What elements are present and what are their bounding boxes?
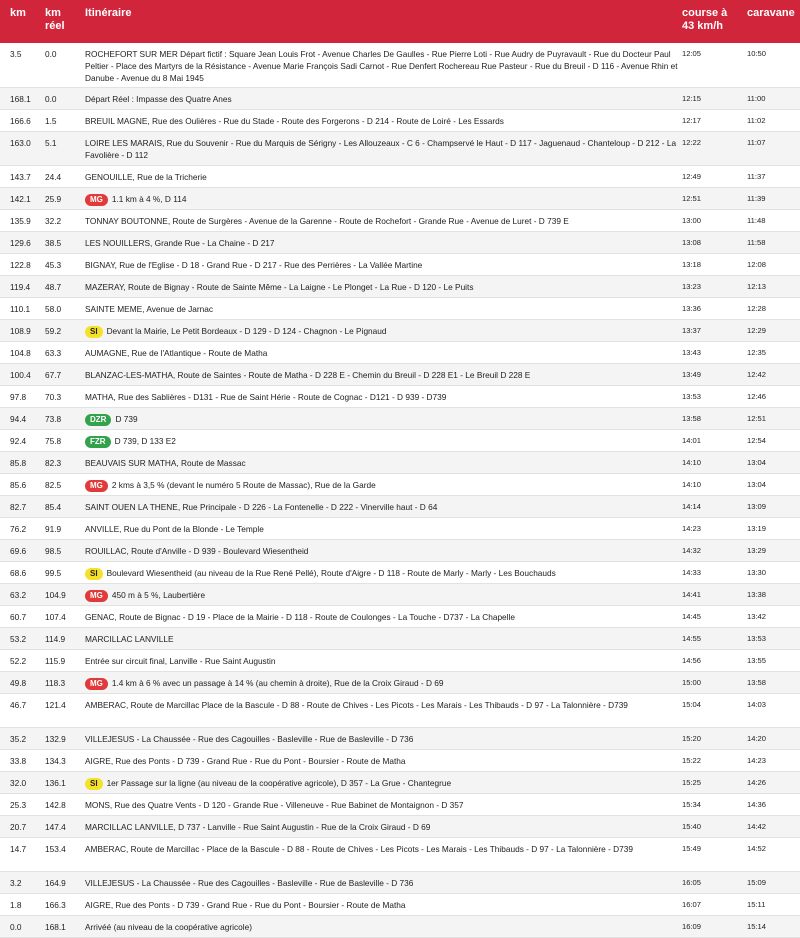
cell-km-reel: 25.9 bbox=[45, 187, 85, 209]
cell-km: 142.1 bbox=[0, 187, 45, 209]
cell-caravane: 13:04 bbox=[747, 451, 800, 473]
table-row bbox=[0, 517, 800, 539]
cell-itineraire bbox=[85, 793, 682, 815]
itineraire-text: ROUILLAC, Route d'Anville - D 939 - Boulevard Wiesentheid bbox=[85, 545, 309, 556]
cell-km: 85.8 bbox=[0, 451, 45, 473]
cell-caravane: 15:09 bbox=[747, 871, 800, 893]
cell-caravane: 11:48 bbox=[747, 209, 800, 231]
badge-fzr: FZR bbox=[85, 436, 111, 448]
cell-course: 14:14 bbox=[682, 495, 747, 517]
header-km: km bbox=[10, 7, 26, 19]
badge-mg: MG bbox=[85, 480, 108, 492]
cell-itineraire bbox=[85, 871, 682, 893]
table-row bbox=[0, 385, 800, 407]
cell-km-reel: 38.5 bbox=[45, 231, 85, 253]
cell-course: 13:49 bbox=[682, 363, 747, 385]
cell-itineraire bbox=[85, 253, 682, 275]
cell-km: 122.8 bbox=[0, 253, 45, 275]
cell-caravane: 12:54 bbox=[747, 429, 800, 451]
cell-caravane: 13:58 bbox=[747, 671, 800, 693]
table-row bbox=[0, 341, 800, 363]
cell-km: 104.8 bbox=[0, 341, 45, 363]
cell-km-reel: 85.4 bbox=[45, 495, 85, 517]
badge-mg: MG bbox=[85, 194, 108, 206]
cell-course: 13:43 bbox=[682, 341, 747, 363]
cell-km: 135.9 bbox=[0, 209, 45, 231]
badge-si: SI bbox=[85, 326, 103, 338]
cell-km: 129.6 bbox=[0, 231, 45, 253]
cell-course: 14:01 bbox=[682, 429, 747, 451]
cell-km-reel: 168.1 bbox=[45, 915, 85, 937]
cell-km: 143.7 bbox=[0, 165, 45, 187]
cell-km-reel: 142.8 bbox=[45, 793, 85, 815]
cell-caravane: 13:19 bbox=[747, 517, 800, 539]
header-course-label: course à 43 km/h bbox=[682, 7, 728, 32]
cell-itineraire bbox=[85, 771, 682, 793]
cell-course: 14:10 bbox=[682, 473, 747, 495]
cell-km-reel: 1.5 bbox=[45, 109, 85, 131]
table-row bbox=[0, 583, 800, 605]
cell-km: 100.4 bbox=[0, 363, 45, 385]
cell-km: 60.7 bbox=[0, 605, 45, 627]
table-row bbox=[0, 605, 800, 627]
table-row bbox=[0, 815, 800, 837]
itineraire-text: BEAUVAIS SUR MATHA, Route de Massac bbox=[85, 457, 246, 468]
cell-itineraire bbox=[85, 893, 682, 915]
cell-caravane: 12:42 bbox=[747, 363, 800, 385]
cell-km-reel: 45.3 bbox=[45, 253, 85, 275]
itineraire-text: LOIRE LES MARAIS, Rue du Souvenir - Rue du Marquis de Sérigny - Les Allouzeaux - C 6 - Champservé le Haut - D 117 - Jaguenaud - Chanteloup - D 212 - La Favolière - D 112 bbox=[85, 137, 677, 160]
cell-itineraire bbox=[85, 727, 682, 749]
cell-itineraire bbox=[85, 109, 682, 131]
cell-itineraire bbox=[85, 275, 682, 297]
cell-caravane: 11:37 bbox=[747, 165, 800, 187]
cell-course: 14:32 bbox=[682, 539, 747, 561]
cell-course: 15:20 bbox=[682, 727, 747, 749]
cell-caravane: 13:30 bbox=[747, 561, 800, 583]
cell-km: 25.3 bbox=[0, 793, 45, 815]
cell-km-reel: 59.2 bbox=[45, 319, 85, 341]
itineraire-text: 2 kms à 3,5 % (devant le numéro 5 Route de Massac), Rue de la Garde bbox=[111, 479, 376, 490]
table-row bbox=[0, 231, 800, 253]
table-row bbox=[0, 837, 800, 871]
cell-itineraire bbox=[85, 385, 682, 407]
itineraire-text: BREUIL MAGNE, Rue des Oulières - Rue du Stade - Route des Forgerons - D 214 - Route de Loiré - Les Essards bbox=[85, 115, 504, 126]
cell-caravane: 13:55 bbox=[747, 649, 800, 671]
cell-course: 14:41 bbox=[682, 583, 747, 605]
itineraire-text: ROCHEFORT SUR MER Départ fictif : Square Jean Louis Frot - Avenue Charles De Gaulles - Rue Pierre Loti - Rue Audry de Puyravault - Rue du Docteur Paul Peltier - Place des Martyrs de la Résistance - Avenue Marie François Sadi Carnot - Rue Denfert Rochereau Rue Pasteur - Rue du Breuil - D 116 - Avenue Rhin et Danube - Avenue du 8 Mai 1945 bbox=[85, 49, 678, 83]
cell-course: 14:10 bbox=[682, 451, 747, 473]
cell-km: 82.7 bbox=[0, 495, 45, 517]
cell-km: 3.5 bbox=[0, 43, 45, 87]
badge-mg: MG bbox=[85, 590, 108, 602]
table-row bbox=[0, 627, 800, 649]
itineraire-text: Boulevard Wiesentheid (au niveau de la Rue René Pellé), Route d'Aigre - D 118 - Route de Marly - Marly - Les Bouchauds bbox=[106, 567, 556, 578]
itineraire-text: AUMAGNE, Rue de l'Atlantique - Route de Matha bbox=[85, 347, 268, 358]
cell-km-reel: 73.8 bbox=[45, 407, 85, 429]
cell-caravane: 15:11 bbox=[747, 893, 800, 915]
cell-km: 92.4 bbox=[0, 429, 45, 451]
badge-dzr: DZR bbox=[85, 414, 111, 426]
cell-course: 15:22 bbox=[682, 749, 747, 771]
cell-km-reel: 24.4 bbox=[45, 165, 85, 187]
cell-course: 15:25 bbox=[682, 771, 747, 793]
cell-caravane: 14:03 bbox=[747, 693, 800, 727]
cell-course: 13:58 bbox=[682, 407, 747, 429]
cell-km: 68.6 bbox=[0, 561, 45, 583]
cell-itineraire bbox=[85, 649, 682, 671]
cell-km: 20.7 bbox=[0, 815, 45, 837]
cell-caravane: 14:42 bbox=[747, 815, 800, 837]
cell-km-reel: 104.9 bbox=[45, 583, 85, 605]
cell-itineraire bbox=[85, 341, 682, 363]
cell-km-reel: 58.0 bbox=[45, 297, 85, 319]
cell-itineraire bbox=[85, 837, 682, 871]
cell-km: 14.7 bbox=[0, 837, 45, 871]
itineraire-text: AIGRE, Rue des Ponts - D 739 - Grand Rue - Rue du Pont - Boursier - Route de Matha bbox=[85, 755, 406, 766]
cell-course: 14:33 bbox=[682, 561, 747, 583]
table-row bbox=[0, 253, 800, 275]
cell-caravane: 13:53 bbox=[747, 627, 800, 649]
cell-km: 69.6 bbox=[0, 539, 45, 561]
cell-caravane: 15:14 bbox=[747, 915, 800, 937]
itineraire-text: BLANZAC-LES-MATHA, Route de Saintes - Route de Matha - D 228 E - Chemin du Breuil - D 228 E1 - Le Breuil D 228 E bbox=[85, 369, 531, 380]
cell-course: 16:09 bbox=[682, 915, 747, 937]
itineraire-text: Départ Réel : Impasse des Quatre Anes bbox=[85, 93, 232, 104]
itineraire-text: D 739, D 133 E2 bbox=[114, 435, 176, 446]
cell-caravane: 12:46 bbox=[747, 385, 800, 407]
table-row bbox=[0, 209, 800, 231]
cell-course: 14:55 bbox=[682, 627, 747, 649]
cell-itineraire bbox=[85, 231, 682, 253]
cell-itineraire bbox=[85, 749, 682, 771]
table-row bbox=[0, 727, 800, 749]
cell-itineraire bbox=[85, 187, 682, 209]
cell-km-reel: 75.8 bbox=[45, 429, 85, 451]
cell-km-reel: 153.4 bbox=[45, 837, 85, 871]
cell-caravane: 13:29 bbox=[747, 539, 800, 561]
itineraire-text: VILLEJESUS - La Chaussée - Rue des Cagouilles - Basleville - Rue de Basleville - D 736 bbox=[85, 877, 414, 888]
itineraire-text: AIGRE, Rue des Ponts - D 739 - Grand Rue - Rue du Pont - Boursier - Route de Matha bbox=[85, 899, 406, 910]
table-row bbox=[0, 649, 800, 671]
cell-itineraire bbox=[85, 87, 682, 109]
table-row bbox=[0, 187, 800, 209]
table-row bbox=[0, 451, 800, 473]
cell-caravane: 13:04 bbox=[747, 473, 800, 495]
cell-km-reel: 63.3 bbox=[45, 341, 85, 363]
itineraire-text: BIGNAY, Rue de l'Eglise - D 18 - Grand Rue - D 217 - Rue des Perrières - La Vallée Martine bbox=[85, 259, 423, 270]
itineraire-text: Devant la Mairie, Le Petit Bordeaux - D 129 - D 124 - Chagnon - Le Pignaud bbox=[106, 325, 387, 336]
cell-course: 13:00 bbox=[682, 209, 747, 231]
cell-km-reel: 91.9 bbox=[45, 517, 85, 539]
cell-itineraire bbox=[85, 693, 682, 727]
cell-course: 13:37 bbox=[682, 319, 747, 341]
cell-course: 15:34 bbox=[682, 793, 747, 815]
itineraire-text: D 739 bbox=[115, 413, 138, 424]
cell-km-reel: 115.9 bbox=[45, 649, 85, 671]
itineraire-text: MAZERAY, Route de Bignay - Route de Sainte Même - La Laigne - Le Plonget - La Rue - D 120 - Le Puits bbox=[85, 281, 474, 292]
cell-itineraire bbox=[85, 561, 682, 583]
cell-km-reel: 32.2 bbox=[45, 209, 85, 231]
cell-km: 0.0 bbox=[0, 915, 45, 937]
cell-itineraire bbox=[85, 539, 682, 561]
cell-km-reel: 132.9 bbox=[45, 727, 85, 749]
cell-km: 85.6 bbox=[0, 473, 45, 495]
cell-itineraire bbox=[85, 495, 682, 517]
table-row bbox=[0, 893, 800, 915]
cell-km: 33.8 bbox=[0, 749, 45, 771]
cell-course: 16:07 bbox=[682, 893, 747, 915]
cell-caravane: 12:51 bbox=[747, 407, 800, 429]
itineraire-text: TONNAY BOUTONNE, Route de Surgères - Avenue de la Garenne - Route de Rochefort - Grande Rue - Avenue de Luret - D 739 E bbox=[85, 215, 569, 226]
badge-si: SI bbox=[85, 778, 103, 790]
cell-caravane: 11:07 bbox=[747, 131, 800, 165]
cell-km-reel: 99.5 bbox=[45, 561, 85, 583]
cell-course: 12:17 bbox=[682, 109, 747, 131]
cell-course: 13:36 bbox=[682, 297, 747, 319]
cell-itineraire bbox=[85, 43, 682, 87]
cell-caravane: 13:09 bbox=[747, 495, 800, 517]
cell-itineraire bbox=[85, 407, 682, 429]
table-body bbox=[0, 43, 800, 937]
itineraire-text: Entrée sur circuit final, Lanville - Rue Saint Augustin bbox=[85, 655, 276, 666]
cell-course: 13:08 bbox=[682, 231, 747, 253]
cell-itineraire bbox=[85, 915, 682, 937]
cell-km: 110.1 bbox=[0, 297, 45, 319]
cell-course: 12:51 bbox=[682, 187, 747, 209]
cell-km-reel: 67.7 bbox=[45, 363, 85, 385]
itineraire-text: 450 m à 5 %, Laubertière bbox=[111, 589, 206, 600]
cell-course: 16:05 bbox=[682, 871, 747, 893]
itineraire-text: Arrivéé (au niveau de la coopérative agricole) bbox=[85, 921, 252, 932]
header-itineraire: Itinéraire bbox=[85, 7, 132, 19]
table-row bbox=[0, 749, 800, 771]
cell-km: 163.0 bbox=[0, 131, 45, 165]
itineraire-text: ANVILLE, Rue du Pont de la Blonde - Le Temple bbox=[85, 523, 264, 534]
cell-caravane: 14:26 bbox=[747, 771, 800, 793]
table-row bbox=[0, 165, 800, 187]
cell-km-reel: 114.9 bbox=[45, 627, 85, 649]
table-row bbox=[0, 495, 800, 517]
cell-km-reel: 118.3 bbox=[45, 671, 85, 693]
cell-km: 53.2 bbox=[0, 627, 45, 649]
cell-itineraire bbox=[85, 297, 682, 319]
table-row bbox=[0, 109, 800, 131]
cell-km-reel: 98.5 bbox=[45, 539, 85, 561]
cell-course: 12:22 bbox=[682, 131, 747, 165]
cell-course: 12:15 bbox=[682, 87, 747, 109]
cell-itineraire bbox=[85, 209, 682, 231]
cell-caravane: 12:08 bbox=[747, 253, 800, 275]
cell-km: 52.2 bbox=[0, 649, 45, 671]
table-row bbox=[0, 275, 800, 297]
header-km-reel bbox=[45, 0, 85, 43]
table-row bbox=[0, 915, 800, 937]
cell-km: 49.8 bbox=[0, 671, 45, 693]
cell-caravane: 13:42 bbox=[747, 605, 800, 627]
cell-km-reel: 0.0 bbox=[45, 87, 85, 109]
cell-km-reel: 134.3 bbox=[45, 749, 85, 771]
header-caravane: caravane bbox=[747, 7, 795, 19]
cell-course: 12:05 bbox=[682, 43, 747, 87]
cell-caravane: 14:52 bbox=[747, 837, 800, 871]
cell-course: 14:45 bbox=[682, 605, 747, 627]
itineraire-text: MONS, Rue des Quatre Vents - D 120 - Grande Rue - Villeneuve - Rue Babinet de Montaignon - D 357 bbox=[85, 799, 464, 810]
table-row bbox=[0, 473, 800, 495]
cell-km-reel: 48.7 bbox=[45, 275, 85, 297]
badge-si: SI bbox=[85, 568, 103, 580]
table-row bbox=[0, 561, 800, 583]
itineraire-text: MARCILLAC LANVILLE, D 737 - Lanville - Rue Saint Augustin - Rue de la Croix Giraud - D 69 bbox=[85, 821, 431, 832]
cell-km: 76.2 bbox=[0, 517, 45, 539]
cell-km-reel: 121.4 bbox=[45, 693, 85, 727]
itineraire-text: SAINTE MEME, Avenue de Jarnac bbox=[85, 303, 214, 314]
cell-km: 97.8 bbox=[0, 385, 45, 407]
cell-itineraire bbox=[85, 671, 682, 693]
itineraire-text: AMBERAC, Route de Marcillac Place de la Bascule - D 88 - Route de Chives - Les Picots - Les Marais - Les Thibauds - D 97 - La Talonnière - D739 bbox=[85, 699, 628, 710]
cell-caravane: 12:29 bbox=[747, 319, 800, 341]
cell-course: 14:23 bbox=[682, 517, 747, 539]
itineraire-text: 1.1 km à 4 %, D 114 bbox=[111, 193, 187, 204]
itineraire-text: AMBERAC, Route de Marcillac - Place de la Bascule - D 88 - Route de Chives - Les Picots - Les Marais - Les Thibauds - D 97 - La Talonnière - D739 bbox=[85, 843, 633, 854]
itineraire-text: GENOUILLE, Rue de la Tricherie bbox=[85, 171, 207, 182]
cell-km-reel: 70.3 bbox=[45, 385, 85, 407]
cell-course: 13:18 bbox=[682, 253, 747, 275]
cell-km: 63.2 bbox=[0, 583, 45, 605]
cell-km-reel: 136.1 bbox=[45, 771, 85, 793]
itineraire-text: LES NOUILLERS, Grande Rue - La Chaine - D 217 bbox=[85, 237, 275, 248]
itineraire-text: 1.4 km à 6 % avec un passage à 14 % (au chemin à droite), Rue de la Croix Giraud - D 69 bbox=[111, 677, 444, 688]
cell-itineraire bbox=[85, 429, 682, 451]
cell-caravane: 12:35 bbox=[747, 341, 800, 363]
cell-course: 14:56 bbox=[682, 649, 747, 671]
table-header bbox=[0, 0, 800, 43]
cell-course: 15:00 bbox=[682, 671, 747, 693]
cell-course: 13:23 bbox=[682, 275, 747, 297]
header-km-reel-label: km réel bbox=[45, 7, 65, 32]
table-row bbox=[0, 771, 800, 793]
cell-itineraire bbox=[85, 131, 682, 165]
cell-km: 166.6 bbox=[0, 109, 45, 131]
table-row bbox=[0, 429, 800, 451]
itineraire-text: GENAC, Route de Bignac - D 19 - Place de la Mairie - D 118 - Route de Coulonges - La Touche - D737 - La Chapelle bbox=[85, 611, 515, 622]
cell-course: 12:49 bbox=[682, 165, 747, 187]
cell-km: 119.4 bbox=[0, 275, 45, 297]
table-row bbox=[0, 297, 800, 319]
cell-km: 108.9 bbox=[0, 319, 45, 341]
table-row bbox=[0, 671, 800, 693]
cell-itineraire bbox=[85, 517, 682, 539]
cell-km: 46.7 bbox=[0, 693, 45, 727]
cell-caravane: 11:00 bbox=[747, 87, 800, 109]
cell-caravane: 12:28 bbox=[747, 297, 800, 319]
cell-caravane: 13:38 bbox=[747, 583, 800, 605]
itineraire-text: VILLEJESUS - La Chaussée - Rue des Cagouilles - Basleville - Rue de Basleville - D 736 bbox=[85, 733, 414, 744]
cell-course: 15:40 bbox=[682, 815, 747, 837]
badge-mg: MG bbox=[85, 678, 108, 690]
cell-km-reel: 166.3 bbox=[45, 893, 85, 915]
cell-km: 168.1 bbox=[0, 87, 45, 109]
cell-km-reel: 164.9 bbox=[45, 871, 85, 893]
cell-km-reel: 82.3 bbox=[45, 451, 85, 473]
table-row bbox=[0, 793, 800, 815]
cell-km: 32.0 bbox=[0, 771, 45, 793]
itineraire-text: MARCILLAC LANVILLE bbox=[85, 633, 174, 644]
cell-caravane: 11:39 bbox=[747, 187, 800, 209]
header-course bbox=[682, 0, 747, 43]
cell-km-reel: 107.4 bbox=[45, 605, 85, 627]
cell-itineraire bbox=[85, 451, 682, 473]
cell-itineraire bbox=[85, 363, 682, 385]
table-row bbox=[0, 87, 800, 109]
cell-km-reel: 0.0 bbox=[45, 43, 85, 87]
cell-caravane: 11:58 bbox=[747, 231, 800, 253]
cell-caravane: 12:13 bbox=[747, 275, 800, 297]
table-row bbox=[0, 407, 800, 429]
cell-itineraire bbox=[85, 815, 682, 837]
table-row bbox=[0, 131, 800, 165]
cell-caravane: 14:23 bbox=[747, 749, 800, 771]
cell-km-reel: 147.4 bbox=[45, 815, 85, 837]
cell-itineraire bbox=[85, 319, 682, 341]
cell-course: 13:53 bbox=[682, 385, 747, 407]
cell-km-reel: 82.5 bbox=[45, 473, 85, 495]
table-row bbox=[0, 871, 800, 893]
table-row bbox=[0, 363, 800, 385]
cell-caravane: 14:20 bbox=[747, 727, 800, 749]
cell-km: 35.2 bbox=[0, 727, 45, 749]
table-row bbox=[0, 539, 800, 561]
cell-course: 15:49 bbox=[682, 837, 747, 871]
cell-km: 94.4 bbox=[0, 407, 45, 429]
table-row bbox=[0, 43, 800, 87]
cell-itineraire bbox=[85, 165, 682, 187]
table-row bbox=[0, 319, 800, 341]
cell-itineraire bbox=[85, 583, 682, 605]
cell-itineraire bbox=[85, 605, 682, 627]
cell-itineraire bbox=[85, 627, 682, 649]
cell-km-reel: 5.1 bbox=[45, 131, 85, 165]
table-row bbox=[0, 693, 800, 727]
cell-caravane: 10:50 bbox=[747, 43, 800, 87]
cell-caravane: 11:02 bbox=[747, 109, 800, 131]
cell-itineraire bbox=[85, 473, 682, 495]
cell-caravane: 14:36 bbox=[747, 793, 800, 815]
cell-course: 15:04 bbox=[682, 693, 747, 727]
cell-km: 1.8 bbox=[0, 893, 45, 915]
itineraire-text: MATHA, Rue des Sablières - D131 - Rue de Saint Hérie - Route de Cognac - D121 - D 939 - D739 bbox=[85, 391, 447, 402]
itineraire-text: SAINT OUEN LA THENE, Rue Principale - D 226 - La Fontenelle - D 222 - Vinerville haut - D 64 bbox=[85, 501, 438, 512]
cell-km: 3.2 bbox=[0, 871, 45, 893]
itineraire-text: 1er Passage sur la ligne (au niveau de la coopérative agricole), D 357 - La Grue - Chantegrue bbox=[106, 777, 452, 788]
